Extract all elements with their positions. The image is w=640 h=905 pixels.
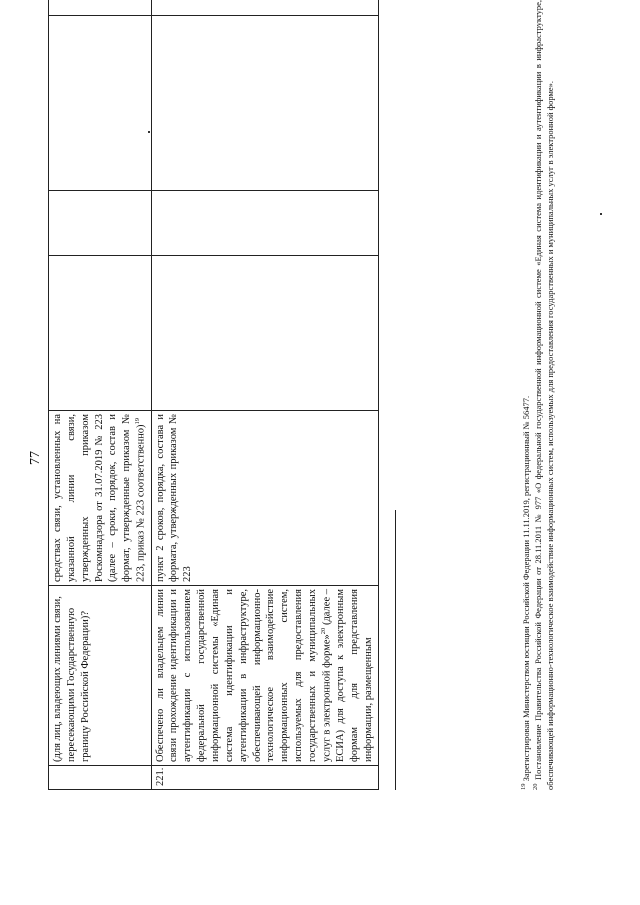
empty-cell — [151, 191, 378, 256]
footnote-20 — [532, 0, 556, 790]
question-text: Обеспечено ли владельцем линии связи прохождение идентификации и аутентификации с использованием федеральной государственной информационной системы «Единая система идентификации и аутентификации в инфраструктуре, обеспечивающей информационно-технологическое взаимодействие информационных систем, используемых для предоставления государственных и муниципальных услуг в электронной форме» — [154, 589, 333, 762]
footnote-separator — [395, 510, 396, 790]
footnote-mark: 20 — [532, 783, 540, 790]
question-cell — [49, 586, 152, 766]
basis-cell — [49, 411, 152, 586]
empty-cell — [49, 256, 152, 411]
checklist-table — [48, 0, 379, 790]
scan-speck — [148, 131, 150, 133]
scan-speck — [600, 213, 602, 215]
footnote-mark: 20 — [319, 627, 327, 635]
footnote-19 — [520, 0, 532, 790]
page-number: 77 — [28, 451, 43, 465]
footnotes — [520, 0, 556, 790]
question-cell — [151, 586, 378, 766]
row-number-cell: 221. — [151, 766, 378, 790]
row-number-cell — [49, 766, 152, 790]
empty-cell — [49, 191, 152, 256]
empty-cell — [49, 16, 152, 191]
question-text-tail: (далее – ЕСИА) для доступа к электронным формам для представления информации, размещенным — [321, 588, 374, 762]
basis-text: пункт 2 сроков, порядка, состава и формата, утвержденных приказом № 223 — [154, 414, 194, 582]
basis-text: средствах связи, установленных на указанной линии связи, утвержденных приказом Роскомнадзора от 31.07.2019 № 223 (далее – сроки, порядок, состав и формат, утвержденные приказом № 223, приказ № 223 соответственно) — [52, 414, 147, 582]
empty-cell — [151, 0, 378, 16]
table-row — [49, 0, 152, 790]
footnote-text: Зарегистрирован Министерством юстиции Российской Федерации 11.11.2019, регистрационный № 56477. — [520, 395, 531, 782]
empty-cell — [151, 16, 378, 191]
table-row — [151, 0, 378, 790]
footnote-mark: 19 — [520, 783, 527, 790]
basis-cell — [151, 411, 378, 586]
question-text: (для лиц, владеющих линиями связи, пересекающими Государственную границу Российской Федерации)? — [52, 596, 91, 762]
empty-cell — [151, 256, 378, 411]
footnote-text: Постановление Правительства Российской Федерации от 28.11.2011 № 977 «О федеральной государственной информационной системе «Единая система идентификации и аутентификации в инфраструктуре, обеспечивающей информационно-технологическое взаимодействие информационных систем, используемых для предоставления государственных и муниципальных услуг в электронной форме». — [533, 0, 555, 790]
footnote-mark: 19 — [134, 417, 142, 425]
empty-cell — [49, 0, 152, 16]
